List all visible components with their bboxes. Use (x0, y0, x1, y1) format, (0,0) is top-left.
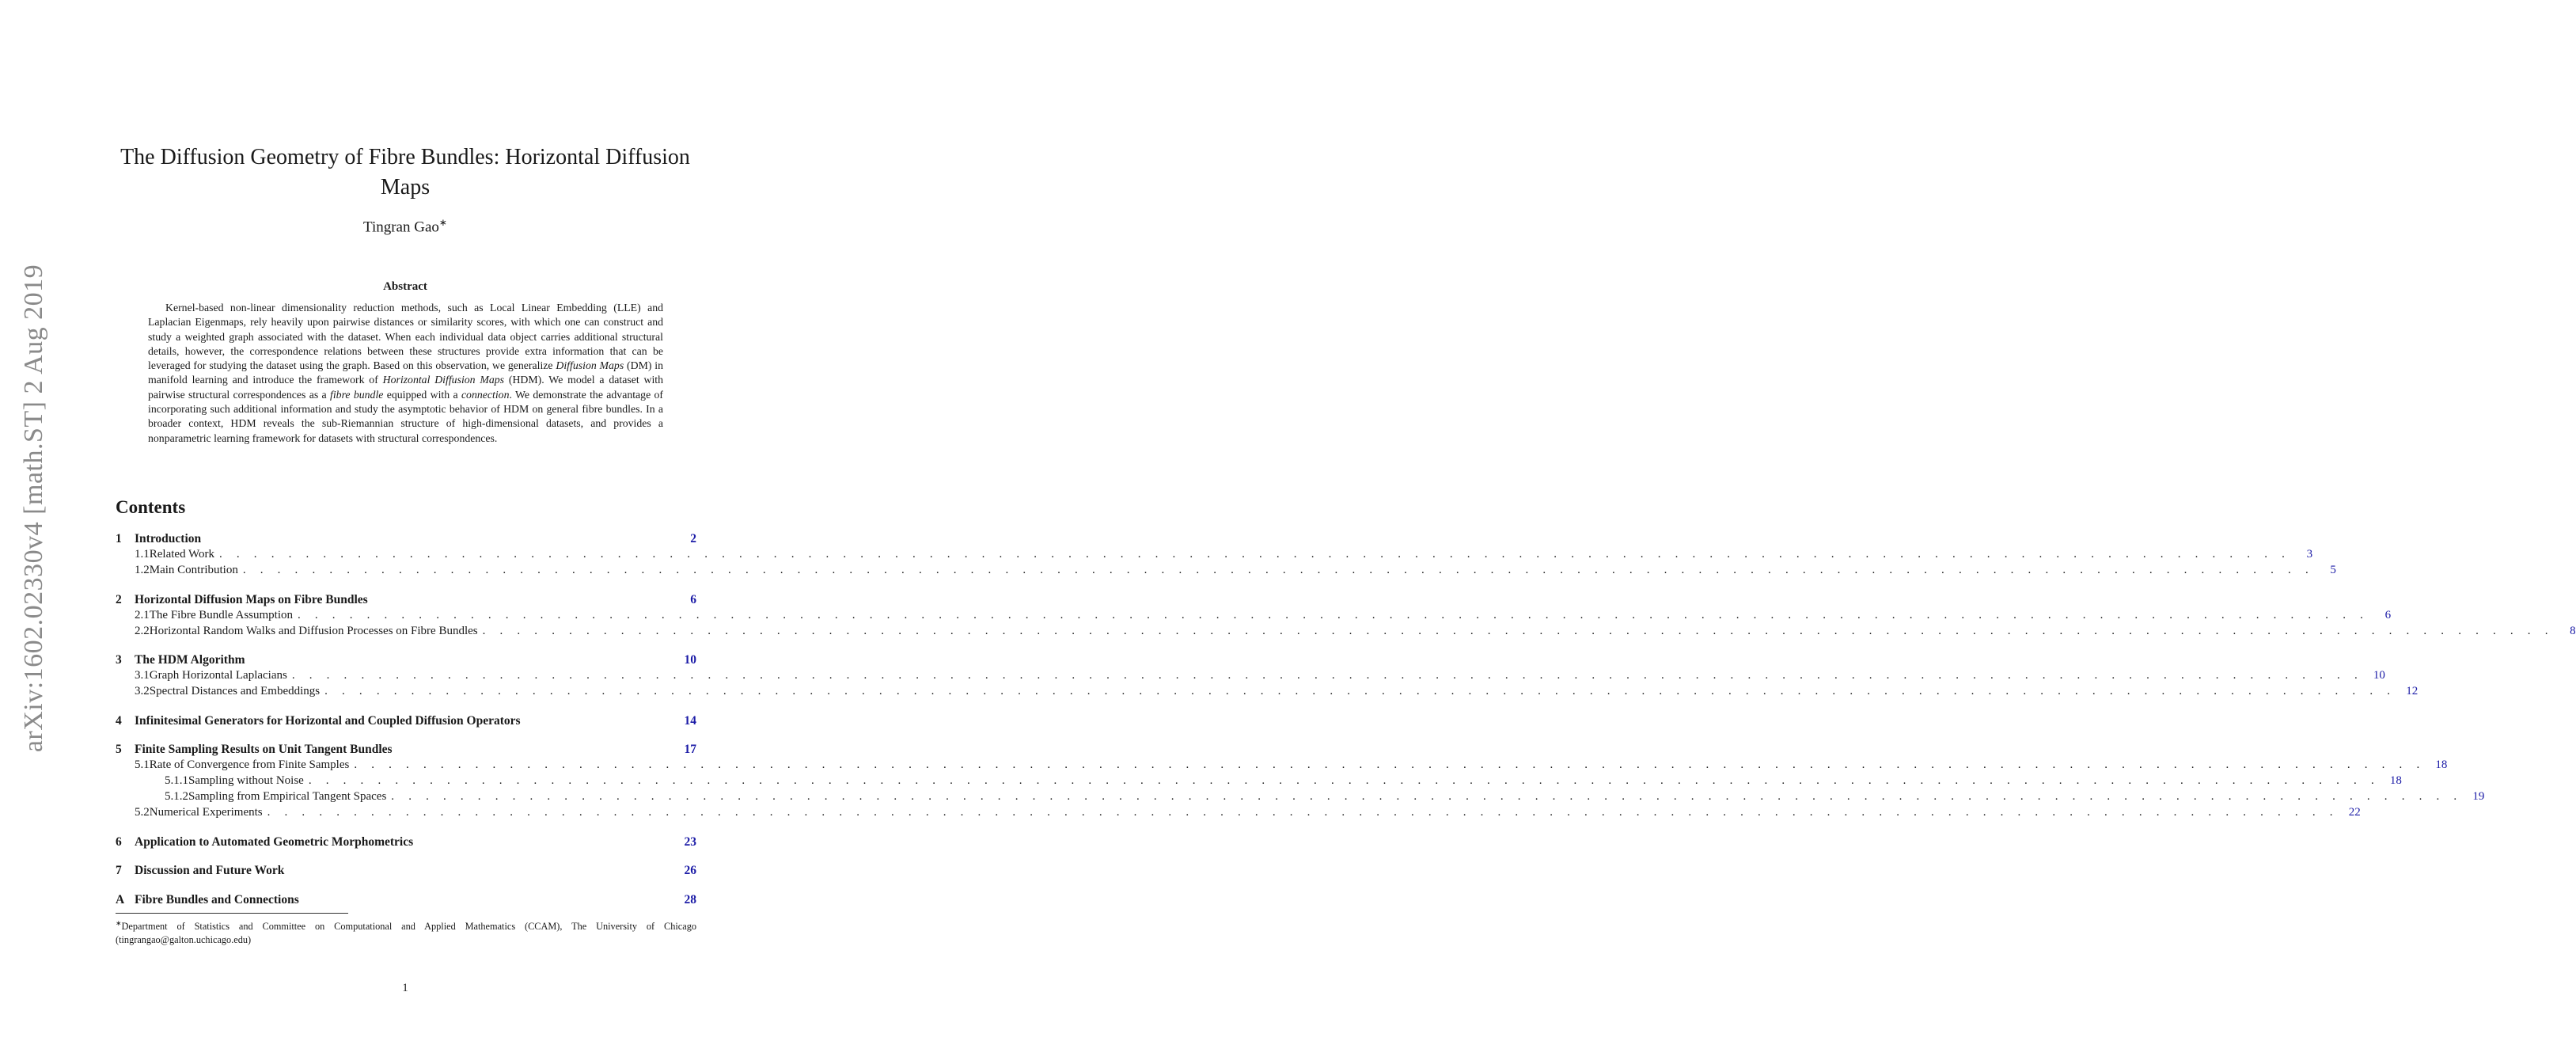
abstract-body (148, 301, 663, 446)
author-footnote-mark[interactable]: ∗ (438, 217, 447, 228)
toc-leader-dots: . . . . . . . . . . . . . . . . . . . . . . . . . . . . . . . . . . . . . . . . . . . . . . . . . . . . . . . . . . . . . . . . . . . . . . . . . . . . . . . . . . . . . . . . . . . . . . . . . . . . . . . . . . . . . . . . . . . . . . . . (267, 806, 2339, 819)
contents-heading: Contents (116, 497, 186, 517)
toc-number: 3.1 (135, 669, 150, 682)
toc-section[interactable] (116, 864, 696, 880)
toc-leader-dots: . . . . . . . . . . . . . . . . . . . . . . . . . . . . . . . . . . . . . . . . . . . . . . . . . . . . . . . . . . . . . . . . . . . . . . . . . . . . . . . . . . . . . . . . . . . . . . . . . . . . . . . . . . . . . . . . . . . . . . . . (354, 758, 2426, 771)
toc-page-link[interactable]: 8 (2570, 624, 2576, 637)
toc-leader-dots: . . . . . . . . . . . . . . . . . . . . . . . . . . . . . . . . . . . . . . . . . . . . . . . . . . . . . . . . . . . . . . . . . . . . . . . . . . . . . . . . . . . . . . . . . . . . . . . . . . . . . . . . . . . . . . . . . . . . . . . . (219, 548, 2291, 561)
toc-section[interactable] (116, 893, 696, 909)
abstract-emphasis: Diffusion Maps (556, 359, 624, 372)
toc-title: The Fibre Bundle Assumption (149, 608, 293, 621)
toc-title: The HDM Algorithm (135, 653, 245, 667)
toc-number: 2.2 (135, 624, 150, 637)
toc-number: 2 (116, 592, 122, 606)
toc-title: Sampling without Noise (188, 774, 304, 787)
toc-subsection[interactable] (116, 669, 2385, 685)
toc-subsection[interactable] (116, 564, 2336, 580)
toc-page-link[interactable]: 6 (690, 592, 696, 606)
toc-number: 5 (116, 743, 122, 756)
footnote-rule (116, 913, 348, 914)
toc-number: 1.1 (135, 548, 150, 561)
toc-page-link[interactable]: 6 (2384, 608, 2392, 621)
toc-page-link[interactable]: 10 (2373, 669, 2385, 682)
toc-title: Discussion and Future Work (135, 864, 285, 877)
toc-section[interactable] (116, 653, 696, 669)
toc-number: 6 (116, 834, 122, 849)
toc-leader-dots: . . . . . . . . . . . . . . . . . . . . . . . . . . . . . . . . . . . . . . . . . . . . . . . . . . . . . . . . . . . . . . . . . . . . . . . . . . . . . . . . . . . . . . . . . . . . . . . . . . . . . . . . . . . . . . . . . . . . . . . . (298, 608, 2369, 621)
toc-number: 5.2 (135, 806, 150, 819)
toc-page-link[interactable]: 17 (684, 743, 696, 756)
toc-title: Related Work (149, 548, 214, 561)
toc-page-link[interactable]: 23 (684, 834, 696, 849)
toc-subsection[interactable] (116, 548, 2313, 564)
toc-number: 4 (116, 713, 122, 728)
toc-section[interactable] (116, 743, 696, 758)
toc-number: A (116, 892, 125, 906)
author-name: Tingran Gao (363, 219, 439, 236)
author-line (0, 217, 810, 236)
toc-section[interactable] (116, 593, 696, 609)
page-number: 1 (402, 982, 408, 994)
abstract-emphasis: Horizontal Diffusion Maps (382, 374, 505, 386)
abstract-emphasis: connection (461, 388, 510, 401)
abstract-text: (HDM). We model a dataset with pairwise structural correspondences as a (148, 374, 664, 401)
toc-section[interactable] (116, 835, 696, 851)
toc-number: 5.1.1 (165, 774, 188, 787)
toc-page-link[interactable]: 2 (690, 532, 696, 545)
abstract-text: . We demonstrate the advantage of incorporating such additional information and study the asymptotic behavior of HDM on general fibre bundles. In a broader context, HDM reveals the sub-Riemannian structure of high-dimensional datasets, and provides a nonparametric learning framework for datasets with structural correspondences. (148, 388, 664, 444)
toc-number: 2.1 (135, 608, 150, 621)
footnote-text: Department of Statistics and Committee on Computational and Applied Mathematics (CCAM), The University of Chicago (tingrangao@galton.uchicago.edu) (116, 921, 696, 946)
table-of-contents (116, 532, 2576, 909)
toc-title: Fibre Bundles and Connections (135, 892, 299, 906)
toc-page-link[interactable]: 22 (2348, 806, 2361, 819)
toc-title: Graph Horizontal Laplacians (149, 669, 287, 682)
arxiv-identifier-stamp: arXiv:1602.02330v4 [math.ST] 2 Aug 2019 (19, 264, 48, 753)
toc-number: 5.1.2 (165, 790, 188, 803)
toc-section[interactable] (116, 714, 696, 730)
toc-page-link[interactable]: 10 (684, 653, 696, 667)
toc-leader-dots: . . . . . . . . . . . . . . . . . . . . . . . . . . . . . . . . . . . . . . . . . . . . . . . . . . . . . . . . . . . . . . . . . . . . . . . . . . . . . . . . . . . . . . . . . . . . . . . . . . . . . . . . . . . . . . . . . . . . . . . . (391, 790, 2463, 803)
paper-title: The Diffusion Geometry of Fibre Bundles: Horizontal Diffusion Maps (120, 145, 690, 200)
toc-section[interactable] (116, 532, 696, 548)
toc-title: Horizontal Diffusion Maps on Fibre Bundles (135, 592, 368, 606)
toc-subsection[interactable] (116, 790, 2485, 806)
toc-number: 3.2 (135, 685, 150, 697)
toc-leader-dots: . . . . . . . . . . . . . . . . . . . . . . . . . . . . . . . . . . . . . . . . . . . . . . . . . . . . . . . . . . . . . . . . . . . . . . . . . . . . . . . . . . . . . . . . . . . . . . . . . . . . . . . . . . . . . . . . . . . . . . . . (242, 564, 2314, 576)
toc-page-link[interactable]: 26 (684, 864, 696, 877)
toc-subsection[interactable] (116, 806, 2361, 822)
toc-title: Horizontal Random Walks and Diffusion Processes on Fibre Bundles (149, 624, 478, 637)
toc-title: Introduction (135, 532, 202, 545)
toc-leader-dots: . . . . . . . . . . . . . . . . . . . . . . . . . . . . . . . . . . . . . . . . . . . . . . . . . . . . . . . . . . . . . . . . . . . . . . . . . . . . . . . . . . . . . . . . . . . . . . . . . . . . . . . . . . . . . . . . . . . . . . . . (482, 624, 2554, 637)
toc-title: Infinitesimal Generators for Horizontal and Coupled Diffusion Operators (135, 713, 521, 728)
toc-leader-dots: . . . . . . . . . . . . . . . . . . . . . . . . . . . . . . . . . . . . . . . . . . . . . . . . . . . . . . . . . . . . . . . . . . . . . . . . . . . . . . . . . . . . . . . . . . . . . . . . . . . . . . . . . . . . . . . . . . . . . . . . (324, 685, 2396, 697)
footnote-mark: ∗ (116, 919, 122, 927)
toc-page-link[interactable]: 18 (2435, 758, 2448, 771)
footnote (116, 917, 696, 947)
abstract-text: Kernel-based non-linear dimensionality reduction methods, such as Local Linear Embedding (LLE) and Laplacian Eigenmaps, rely heavily upon pairwise distances or similarity scores, with which one can construct and study a weighted graph associated with the dataset. When each individual data object carries additional structural details, however, the correspondence relations between these structures provide extra information that can be leveraged for studying the dataset using the graph. Based on this observation, we generalize (148, 302, 663, 372)
toc-leader-dots: . . . . . . . . . . . . . . . . . . . . . . . . . . . . . . . . . . . . . . . . . . . . . . . . . . . . . . . . . . . . . . . . . . . . . . . . . . . . . . . . . . . . . . . . . . . . . . . . . . . . . . . . . . . . . . . . . . . . . . . . (291, 669, 2363, 682)
toc-number: 7 (116, 864, 122, 877)
abstract-heading: Abstract (383, 280, 427, 293)
toc-subsection[interactable] (116, 774, 2402, 790)
toc-leader-dots: . . . . . . . . . . . . . . . . . . . . . . . . . . . . . . . . . . . . . . . . . . . . . . . . . . . . . . . . . . . . . . . . . . . . . . . . . . . . . . . . . . . . . . . . . . . . . . . . . . . . . . . . . . . . . . . . . . . . . . . . (308, 774, 2380, 787)
toc-subsection[interactable] (116, 608, 2392, 625)
toc-subsection[interactable] (116, 758, 2448, 774)
toc-page-link[interactable]: 14 (684, 713, 696, 728)
toc-title: Application to Automated Geometric Morphometrics (135, 834, 414, 849)
toc-subsection[interactable] (116, 624, 2576, 640)
toc-number: 3 (116, 653, 122, 667)
toc-page-link[interactable]: 5 (2330, 564, 2336, 576)
toc-page-link[interactable]: 3 (2306, 548, 2313, 561)
toc-number: 1 (116, 532, 122, 545)
toc-number: 5.1 (135, 758, 150, 771)
abstract-emphasis: fibre bundle (330, 388, 384, 401)
toc-title: Sampling from Empirical Tangent Spaces (188, 790, 387, 803)
toc-page-link[interactable]: 18 (2389, 774, 2402, 787)
toc-title: Numerical Experiments (149, 806, 263, 819)
abstract-text: equipped with a (383, 388, 461, 401)
abstract-text: (DM) in manifold learning and introduce the framework of (148, 359, 663, 386)
toc-title: Main Contribution (149, 564, 238, 576)
toc-number: 1.2 (135, 564, 150, 576)
toc-page-link[interactable]: 12 (2406, 685, 2419, 697)
toc-title: Spectral Distances and Embeddings (149, 685, 321, 697)
toc-title: Rate of Convergence from Finite Samples (149, 758, 350, 771)
toc-subsection[interactable] (116, 685, 2419, 701)
toc-page-link[interactable]: 28 (684, 892, 696, 906)
toc-page-link[interactable]: 19 (2472, 790, 2485, 803)
toc-title: Finite Sampling Results on Unit Tangent Bundles (135, 743, 393, 756)
